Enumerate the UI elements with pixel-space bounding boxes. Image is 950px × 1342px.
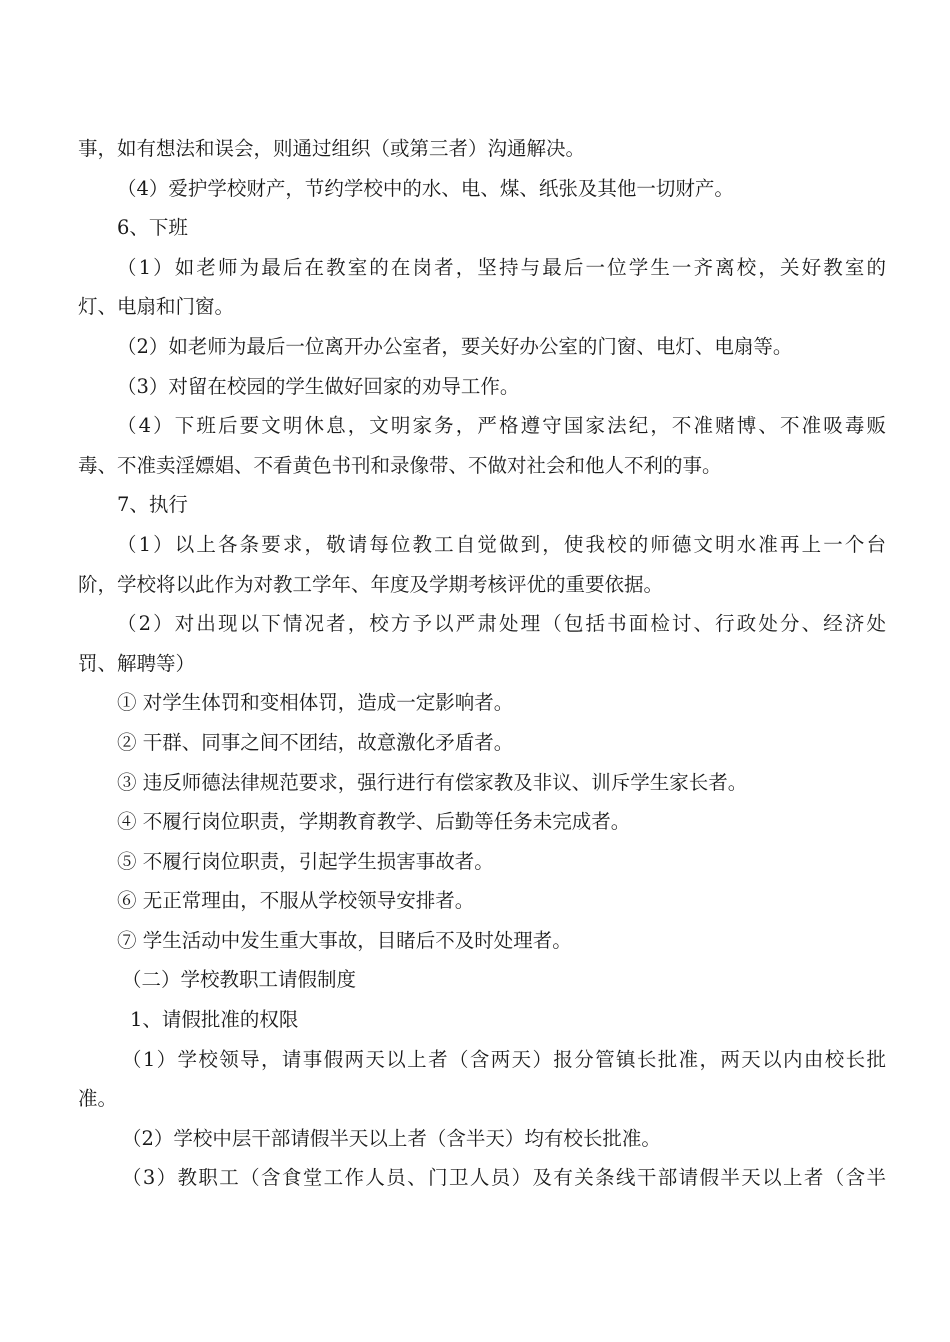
list-item: ⑤ 不履行岗位职责，引起学生损害事故者。 — [117, 849, 494, 873]
list-item: ⑥ 无正常理由，不服从学校领导安排者。 — [117, 889, 475, 913]
list-item: ① 对学生体罚和变相体罚，造成一定影响者。 — [117, 691, 514, 715]
section-heading: 6、下班 — [117, 216, 188, 240]
text-line: 罚、解聘等） — [78, 651, 196, 675]
text-line: （3）教职工（含食堂工作人员、门卫人员）及有关条线干部请假半天以上者（含半 — [122, 1166, 886, 1190]
section-heading: （二）学校教职工请假制度 — [122, 968, 357, 992]
list-item: ④ 不履行岗位职责，学期教育教学、后勤等任务未完成者。 — [117, 810, 631, 834]
text-line: （2）对出现以下情况者，校方予以严肃处理（包括书面检讨、行政处分、经济处 — [117, 612, 886, 636]
text-line: 阶，学校将以此作为对教工学年、年度及学期考核评优的重要依据。 — [78, 572, 664, 596]
text-line: 准。 — [78, 1087, 118, 1111]
text-line: （4）爱护学校财产，节约学校中的水、电、煤、纸张及其他一切财产。 — [117, 176, 734, 200]
text-line: （3）对留在校园的学生做好回家的劝导工作。 — [117, 374, 520, 398]
text-line: （1）如老师为最后在教室的在岗者，坚持与最后一位学生一齐离校，关好教室的 — [117, 255, 886, 279]
text-line: （2）学校中层干部请假半天以上者（含半天）均有校长批准。 — [122, 1126, 661, 1150]
text-line: 事，如有想法和误会，则通过组织（或第三者）沟通解决。 — [78, 137, 586, 160]
text-line: （4）下班后要文明休息，文明家务，严格遵守国家法纪，不准赌博、不准吸毒贩 — [117, 414, 886, 438]
list-item: ③ 违反师德法律规范要求，强行进行有偿家教及非议、训斥学生家长者。 — [117, 770, 748, 794]
text-line: 毒、不准卖淫嫖娼、不看黄色书刊和录像带、不做对社会和他人不利的事。 — [78, 453, 722, 477]
list-item: ② 干群、同事之间不团结，故意激化矛盾者。 — [117, 730, 514, 754]
list-item: ⑦ 学生活动中发生重大事故，目睹后不及时处理者。 — [117, 928, 572, 952]
text-line: （1）学校领导，请事假两天以上者（含两天）报分管镇长批准，两天以内由校长批 — [122, 1047, 886, 1071]
section-heading: 7、执行 — [117, 493, 188, 517]
section-heading: 1、请假批准的权限 — [130, 1008, 299, 1032]
text-line: 灯、电扇和门窗。 — [78, 295, 235, 319]
text-line: （1）以上各条要求，敬请每位教工自觉做到，使我校的师德文明水准再上一个台 — [117, 532, 886, 556]
text-line: （2）如老师为最后一位离开办公室者，要关好办公室的门窗、电灯、电扇等。 — [117, 334, 793, 358]
document-body — [78, 129, 886, 1198]
